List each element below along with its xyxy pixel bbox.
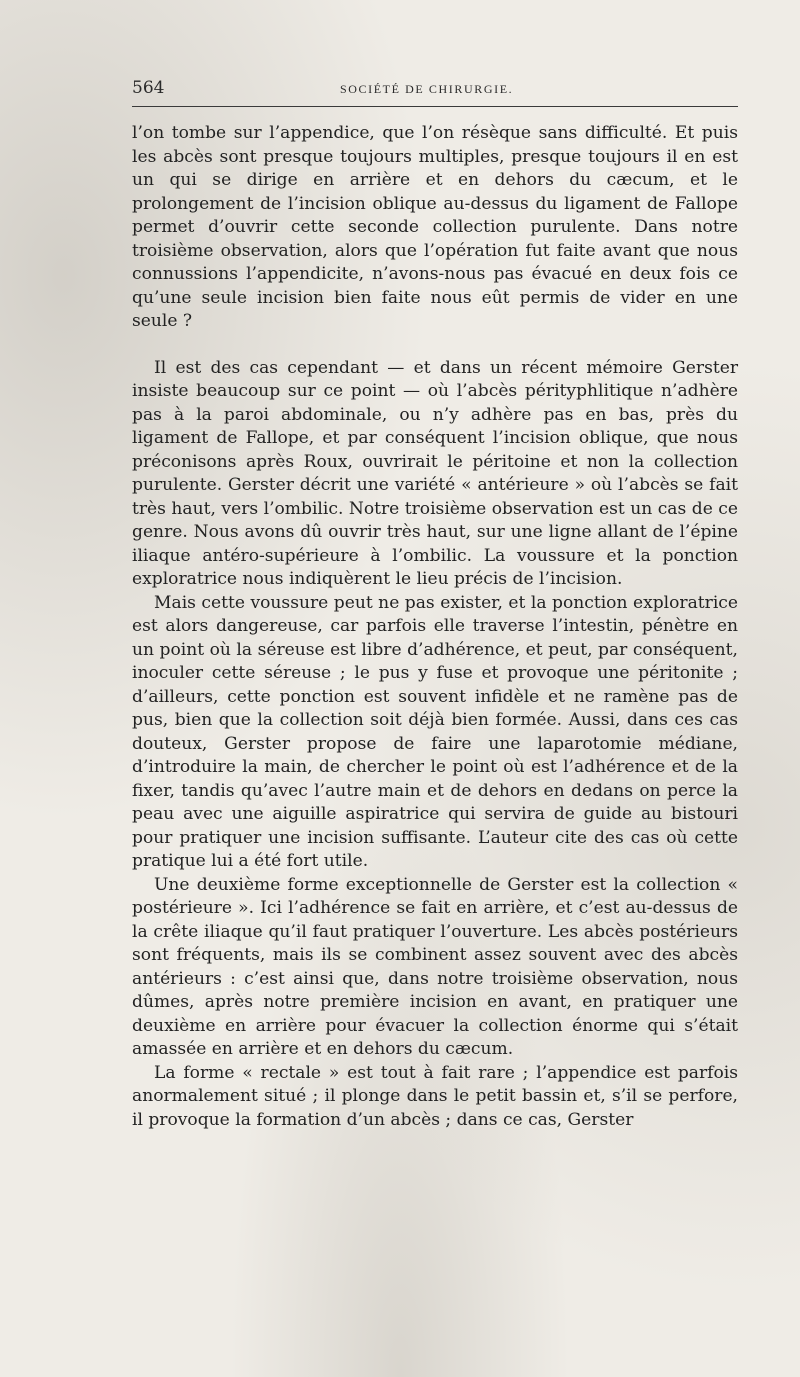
paragraph-4: Une deuxième forme exceptionnelle de Gerster est la collection « postérieure ». Ici l’adhérence se fait en arrière, et c’est au-dessus de la crête iliaque qu’il faut pratiquer l’ouverture. Les abcès postérieurs sont fréquents, mais ils se combinent assez souvent avec des abcès antérieurs : c’est ainsi que, dans notre troisième observation, nous dûmes, après notre première incision en avant, en pratiquer une deuxième en arrière pour évacuer la collection énorme qui s’était amassée en arrière et en dehors du cæcum. <box>132 874 738 1059</box>
paragraph-2: Il est des cas cependant — et dans un récent mémoire Gerster insiste beaucoup sur ce point — où l’abcès pérityphlitique n’adhère pas à la paroi abdominale, ou n’y adhère pas en bas, près du ligament de Fallope, et par conséquent l’incision oblique, que nous préconisons après Roux, ouvrirait le péritoine et non la collection purulente. Gerster décrit une variété « antérieure » où l’abcès se fait très haut, vers l’ombilic. Notre troisième observation est un cas de ce genre. Nous avons dû ouvrir très haut, sur une ligne allant de l’épine iliaque antéro-supérieure à l’ombilic. La voussure et la ponction exploratrice nous indiquèrent le lieu précis de l’incision. <box>132 357 738 589</box>
page-number: 564 <box>132 78 165 98</box>
paragraph-3: Mais cette voussure peut ne pas exister, et la ponction exploratrice est alors dangereuse, car parfois elle traverse l’intestin, pénètre en un point où la séreuse est libre d’adhérence, et peut, par conséquent, inoculer cette séreuse ; le pus y fuse et provoque une péritonite ; d’ailleurs, cette ponction est souvent infidèle et ne ramène pas de pus, bien que la collection soit déjà bien formée. Aussi, dans ces cas douteux, Gerster propose de faire une laparotomie médiane, d’introduire la main, de chercher le point où est l’adhérence et de la fixer, tandis qu’avec l’autre main et de dehors en dedans on perce la peau avec une aiguille aspiratrice qui servira de guide au bistouri pour pratiquer une incision suffisante. L’auteur cite des cas où cette pratique lui a été fort utile. <box>132 592 738 871</box>
page-header <box>132 78 738 100</box>
paragraph-gap <box>132 334 738 357</box>
paragraph-5: La forme « rectale » est tout à fait rare ; l’appendice est parfois anormalement situé ; il plonge dans le petit bassin et, s’il se perfore, il provoque la formation d’un abcès ; dans ce cas, Gerster <box>132 1062 738 1130</box>
header-rule <box>132 106 738 107</box>
running-title: SOCIÉTÉ DE CHIRURGIE. <box>340 82 514 96</box>
paragraph-1: l’on tombe sur l’appendice, que l’on résèque sans difficulté. Et puis les abcès sont presque toujours multiples, presque toujours il en est un qui se dirige en arrière et en dehors du cæcum, et le prolongement de l’incision oblique au-dessus du ligament de Fallope permet d’ouvrir cette seconde collection purulente. Dans notre troisième observation, alors que l’opération fut faite avant que nous connussions l’appendicite, n’avons-nous pas évacué en deux fois ce qu’une seule incision bien faite nous eût permis de vider en une seule ? <box>132 123 738 331</box>
body-text <box>132 122 738 1132</box>
